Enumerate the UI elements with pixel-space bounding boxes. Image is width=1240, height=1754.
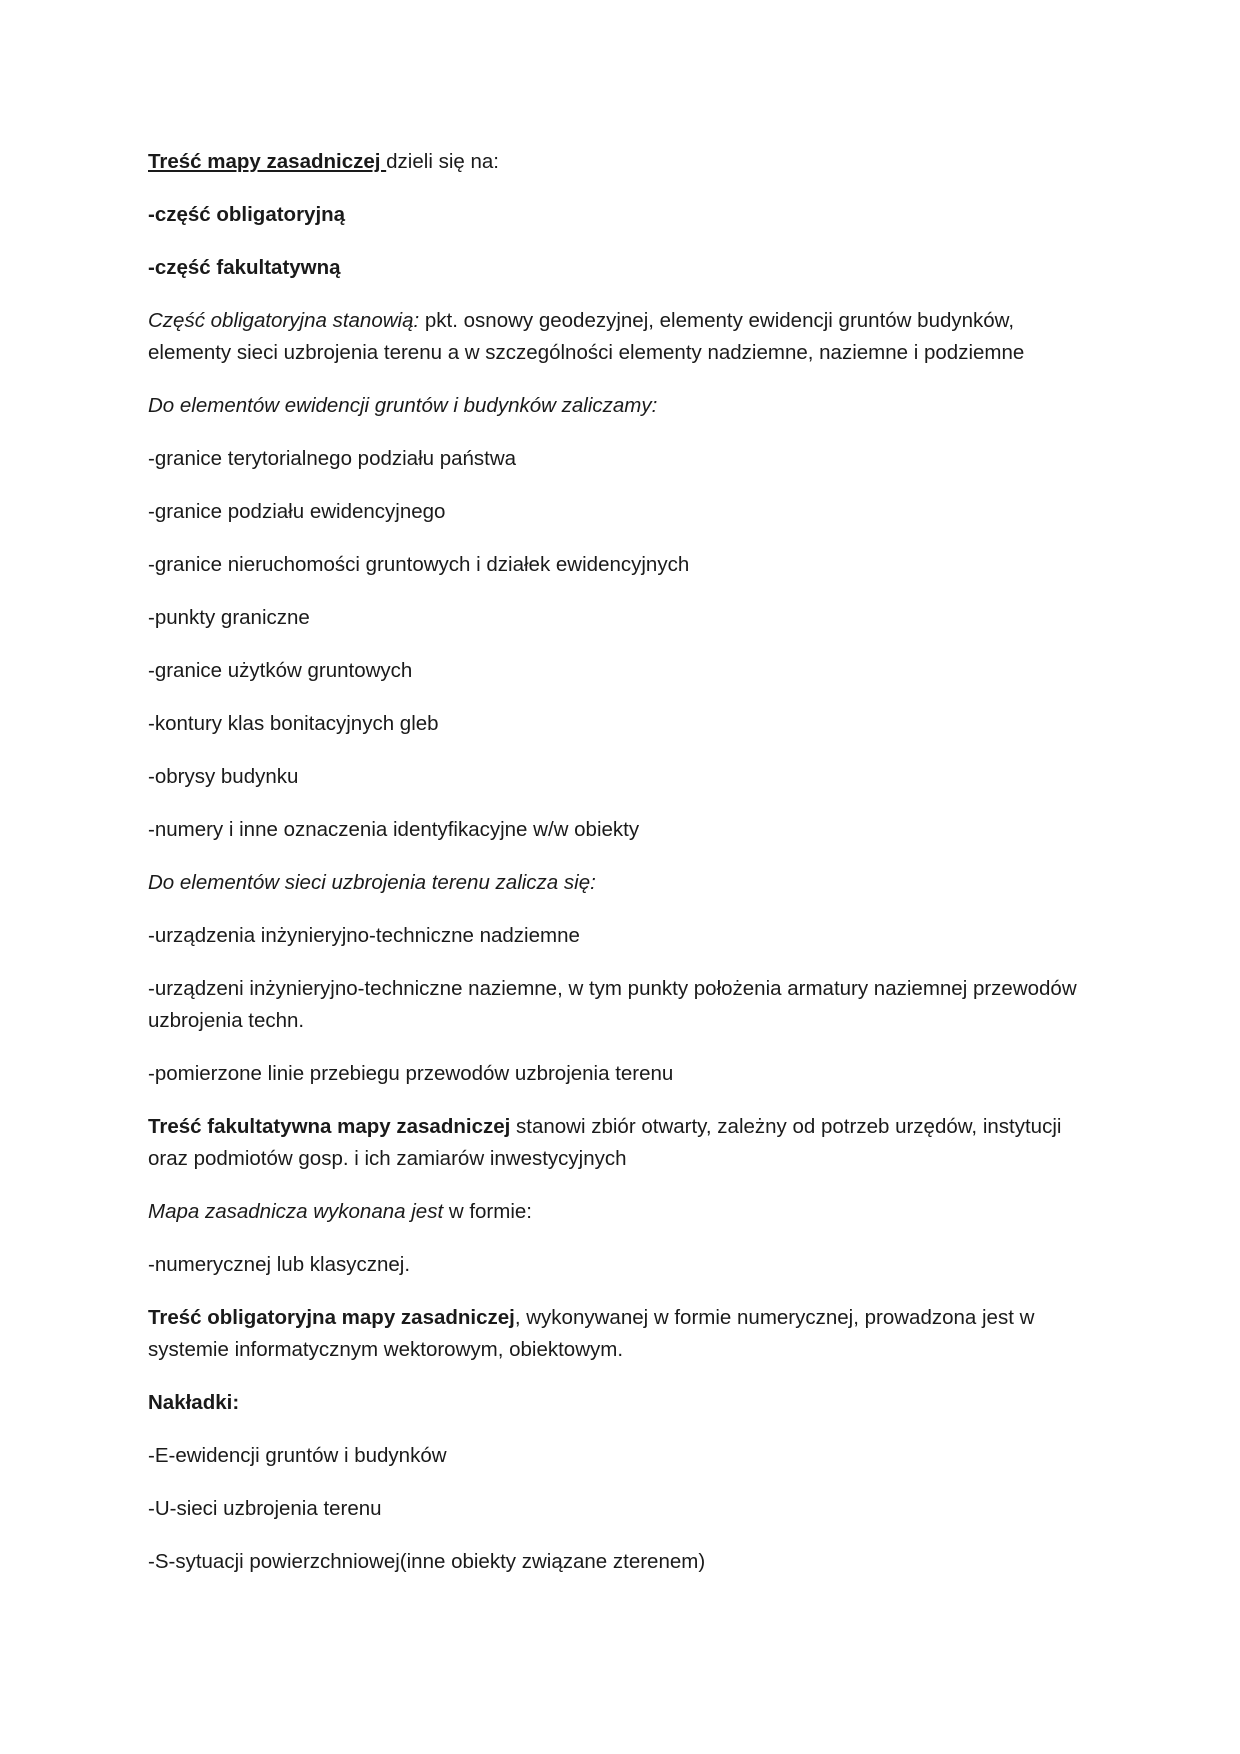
list-item: -urządzenia inżynieryjno-techniczne nadziemne <box>148 924 580 947</box>
obligatory-lead: Część obligatoryjna stanowią: <box>148 309 420 332</box>
list-item: -U-sieci uzbrojenia terenu <box>148 1497 382 1520</box>
list-item: -numerycznej lub klasycznej. <box>148 1253 411 1276</box>
list-item: -obrysy budynku <box>148 765 299 788</box>
intro-text: dzieli się na: <box>386 150 499 173</box>
form-paragraph <box>148 1196 1088 1228</box>
list-item: -S-sytuacji powierzchniowej(inne obiekty związane zterenem) <box>148 1550 706 1573</box>
part-optional: -część fakultatywną <box>148 256 341 279</box>
part-obligatory: -część obligatoryjną <box>148 203 346 226</box>
optional-content-lead: Treść fakultatywna mapy zasadniczej <box>148 1115 511 1138</box>
list-item: -pomierzone linie przebiegu przewodów uzbrojenia terenu <box>148 1062 674 1085</box>
intro-paragraph <box>148 146 1088 178</box>
obligatory-description <box>148 305 1088 369</box>
heading-tresc-mapy: Treść mapy zasadniczej <box>148 150 387 173</box>
form-text: w formie: <box>443 1200 532 1223</box>
obligatory-text: pkt. osnowy geodezyjnej, elementy ewidencji gruntów budynków, elementy sieci uzbrojenia terenu a w szczególności elementy nadziemne, naziemne i podziemne <box>148 309 1025 364</box>
list-item: -granice nieruchomości gruntowych i działek ewidencyjnych <box>148 553 690 576</box>
land-register-heading: Do elementów ewidencji gruntów i budynków zaliczamy: <box>148 394 658 417</box>
list-item: -urządzeni inżynieryjno-techniczne naziemne, w tym punkty położenia armatury naziemnej przewodów uzbrojenia techn. <box>148 977 1077 1032</box>
list-item: -granice terytorialnego podziału państwa <box>148 447 517 470</box>
obligatory-numeric-text: , wykonywanej w formie numerycznej, prowadzona jest w systemie informatycznym wektorowym, obiektowym. <box>148 1306 1035 1361</box>
obligatory-numeric-lead: Treść obligatoryjna mapy zasadniczej <box>148 1306 515 1329</box>
list-item: -numery i inne oznaczenia identyfikacyjne w/w obiekty <box>148 818 640 841</box>
optional-content-paragraph <box>148 1111 1088 1175</box>
document-body <box>148 146 1088 1599</box>
utility-network-heading: Do elementów sieci uzbrojenia terenu zalicza się: <box>148 871 596 894</box>
list-item: -punkty graniczne <box>148 606 310 629</box>
list-item: -kontury klas bonitacyjnych gleb <box>148 712 439 735</box>
obligatory-numeric-paragraph <box>148 1302 1088 1366</box>
list-item: -E-ewidencji gruntów i budynków <box>148 1444 447 1467</box>
list-item: -granice podziału ewidencyjnego <box>148 500 446 523</box>
overlays-heading: Nakładki: <box>148 1391 240 1414</box>
list-item: -granice użytków gruntowych <box>148 659 413 682</box>
form-lead: Mapa zasadnicza wykonana jest <box>148 1200 444 1223</box>
optional-content-text: stanowi zbiór otwarty, zależny od potrzeb urzędów, instytucji oraz podmiotów gosp. i ich zamiarów inwestycyjnych <box>148 1115 1062 1170</box>
